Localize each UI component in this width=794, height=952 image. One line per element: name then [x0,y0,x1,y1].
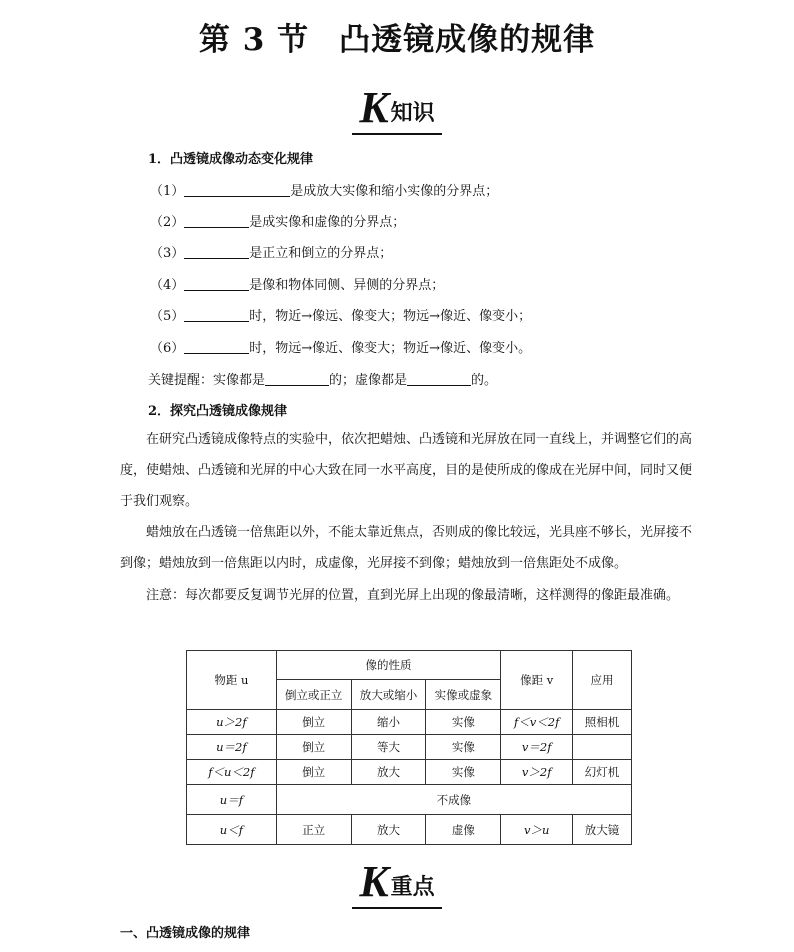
cell-v: v＞2f [501,760,573,785]
answer-blank[interactable] [184,245,249,259]
cell-size: 等大 [351,735,426,760]
item-prefix: （2） [150,215,185,230]
item-prefix: （5） [150,309,185,324]
cell-application [573,735,632,760]
cell-application: 幻灯机 [573,760,632,785]
cell-orientation: 倒立 [276,710,351,735]
list-item [150,211,405,230]
cell-application: 放大镜 [573,815,632,845]
list-item [150,242,392,261]
list-item [150,180,498,199]
badge-underline [352,907,442,909]
cell-v: v＝2f [501,735,573,760]
table-row [187,710,632,735]
item-prefix: （3） [150,246,185,261]
item-prefix: （4） [150,278,185,293]
header-application: 应用 [573,651,632,710]
item-text: 是成实像和虚像的分界点； [249,215,406,230]
title-text: 凸透镜成像的规律 [339,22,596,58]
item-text: 时，物近→像远、像变大；物远→像近、像变小； [249,309,532,324]
answer-blank[interactable] [184,340,249,354]
cell-orientation: 倒立 [276,735,351,760]
paragraph: 蜡烛放在凸透镜一倍焦距以外，不能太靠近焦点，否则成的像比较远，光具座不够长，光屏接不到像；蜡烛放到一倍焦距以内时，成虚像，光屏接不到像；蜡烛放到一倍焦距处不成像。 [120,525,693,571]
key-reminder [148,369,497,388]
item-text: 是成放大实像和缩小实像的分界点； [290,184,499,199]
cell-application: 照相机 [573,710,632,735]
item-text: 时，物远→像近、像变大；物近→像近、像变小。 [249,341,532,356]
k-logo: K [359,857,389,906]
cell-no-image: 不成像 [276,785,631,815]
answer-blank[interactable] [184,308,249,322]
answer-blank[interactable] [407,372,471,386]
header-object-distance: 物距 u [187,651,277,710]
section-number: 第 3 节 [198,22,310,58]
item-prefix: （6） [150,341,185,356]
header-size: 放大或缩小 [351,680,426,710]
cell-real: 实像 [426,760,501,785]
list-item [150,305,531,324]
list-item [150,274,444,293]
tip-text: 关键提醒：实像都是 [148,373,266,388]
key-points-badge [0,856,794,909]
answer-blank[interactable] [265,372,329,386]
answer-blank[interactable] [184,277,249,291]
section1-heading: 1．凸透镜成像动态变化规律 [148,152,314,167]
answer-blank[interactable] [184,183,290,197]
page-title [0,14,794,59]
cell-real: 虚像 [426,815,501,845]
section3-heading: 一、凸透镜成像的规律 [120,926,251,941]
cell-u: u＜f [187,815,277,845]
cell-v: v＞u [501,815,573,845]
cell-orientation: 正立 [276,815,351,845]
cell-u: u＝2f [187,735,277,760]
knowledge-badge-label: 知识 [390,101,435,126]
k-logo: K [359,83,389,132]
cell-real: 实像 [426,735,501,760]
tip-text: 的。 [471,373,498,388]
cell-v: f＜v＜2f [501,710,573,735]
table-row [187,735,632,760]
header-image-nature: 像的性质 [276,651,500,680]
table-row [187,785,632,815]
cell-size: 缩小 [351,710,426,735]
tip-text: 的；虚像都是 [329,373,408,388]
cell-orientation: 倒立 [276,760,351,785]
table-row [187,815,632,845]
cell-u: u＝f [187,785,277,815]
header-image-distance: 像距 v [501,651,573,710]
cell-real: 实像 [426,710,501,735]
header-real-virtual: 实像或虚象 [426,680,501,710]
cell-size: 放大 [351,760,426,785]
cell-u: u＞2f [187,710,277,735]
key-points-badge-label: 重点 [390,875,435,900]
knowledge-badge [0,82,794,135]
badge-underline [352,133,442,135]
item-text: 是正立和倒立的分界点； [249,246,393,261]
item-text: 是像和物体同侧、异侧的分界点； [249,278,445,293]
cell-size: 放大 [351,815,426,845]
list-item [150,337,531,356]
table-row [187,760,632,785]
answer-blank[interactable] [184,214,249,228]
lens-imaging-table [186,650,632,845]
section2-heading: 2．探究凸透镜成像规律 [148,404,288,419]
header-orientation: 倒立或正立 [276,680,351,710]
item-prefix: （1） [150,184,185,199]
paragraph: 注意：每次都要反复调节光屏的位置，直到光屏上出现的像最清晰，这样测得的像距最准确。 [146,588,680,603]
cell-u: f＜u＜2f [187,760,277,785]
paragraph: 在研究凸透镜成像特点的实验中，依次把蜡烛、凸透镜和光屏放在同一直线上，并调整它们的高度，使蜡烛、凸透镜和光屏的中心大致在同一水平高度，目的是使所成的像成在光屏中间，同时又便于我们观察。 [120,432,693,509]
